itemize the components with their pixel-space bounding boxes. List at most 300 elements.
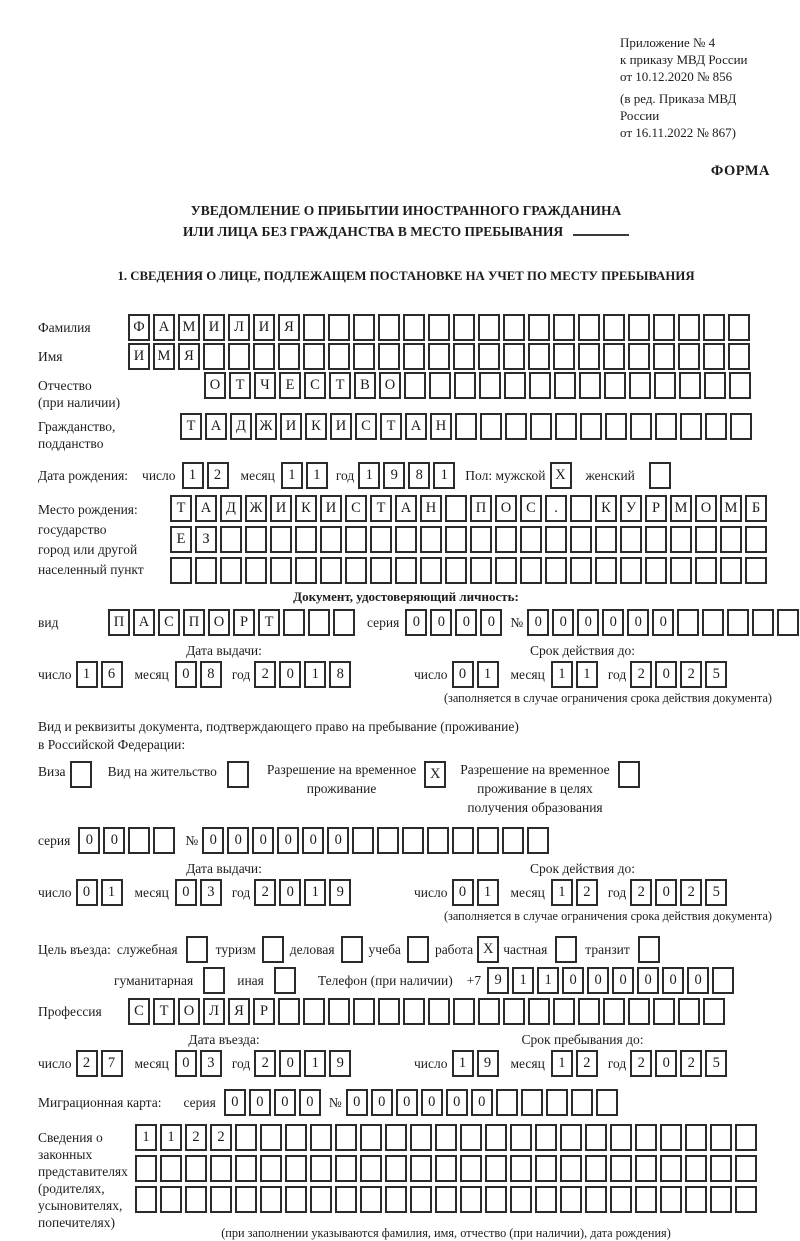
char-box[interactable]	[335, 1155, 357, 1182]
char-box[interactable]: 5	[705, 1050, 727, 1077]
char-box[interactable]: Т	[370, 495, 392, 522]
char-box[interactable]	[455, 413, 477, 440]
char-box[interactable]	[260, 1124, 282, 1151]
char-box[interactable]	[428, 314, 450, 341]
char-box[interactable]	[585, 1186, 607, 1213]
purpose-private-checkbox[interactable]	[555, 936, 577, 963]
char-box[interactable]: 2	[76, 1050, 98, 1077]
char-box[interactable]: О	[495, 495, 517, 522]
char-box[interactable]	[703, 998, 725, 1025]
char-box[interactable]	[195, 557, 217, 584]
char-box[interactable]: 0	[202, 827, 224, 854]
char-box[interactable]: X	[477, 936, 499, 963]
char-box[interactable]: 0	[249, 1089, 271, 1116]
valid-year-boxes[interactable]	[630, 879, 727, 906]
char-box[interactable]: 0	[175, 1050, 197, 1077]
char-box[interactable]	[220, 526, 242, 553]
char-box[interactable]: 0	[430, 609, 452, 636]
char-box[interactable]	[635, 1186, 657, 1213]
char-box[interactable]	[370, 526, 392, 553]
migration-series-boxes[interactable]	[224, 1089, 321, 1116]
char-box[interactable]	[720, 526, 742, 553]
char-box[interactable]: А	[133, 609, 155, 636]
char-box[interactable]	[341, 936, 363, 963]
char-box[interactable]	[395, 557, 417, 584]
birthplace-row1-boxes[interactable]	[170, 495, 767, 522]
char-box[interactable]: 1	[281, 462, 303, 489]
char-box[interactable]: 0	[405, 609, 427, 636]
id-doc-series-boxes[interactable]	[405, 609, 502, 636]
visa-checkbox[interactable]	[70, 761, 92, 788]
char-box[interactable]: О	[695, 495, 717, 522]
char-box[interactable]: Ф	[128, 314, 150, 341]
char-box[interactable]	[610, 1124, 632, 1151]
char-box[interactable]	[678, 343, 700, 370]
char-box[interactable]	[638, 936, 660, 963]
char-box[interactable]: П	[108, 609, 130, 636]
char-box[interactable]	[420, 557, 442, 584]
char-box[interactable]: Я	[278, 314, 300, 341]
char-box[interactable]: С	[304, 372, 326, 399]
char-box[interactable]	[553, 343, 575, 370]
sex-male-checkbox[interactable]	[550, 462, 572, 489]
char-box[interactable]	[610, 1155, 632, 1182]
char-box[interactable]	[135, 1155, 157, 1182]
char-box[interactable]	[495, 557, 517, 584]
char-box[interactable]	[628, 998, 650, 1025]
char-box[interactable]	[353, 343, 375, 370]
char-box[interactable]: 2	[254, 879, 276, 906]
issue-year-boxes[interactable]	[254, 661, 351, 688]
temp-residence-education-checkbox[interactable]	[618, 761, 640, 788]
char-box[interactable]: А	[205, 413, 227, 440]
char-box[interactable]: Е	[279, 372, 301, 399]
char-box[interactable]	[70, 761, 92, 788]
char-box[interactable]	[485, 1155, 507, 1182]
char-box[interactable]: Ж	[255, 413, 277, 440]
char-box[interactable]	[404, 372, 426, 399]
char-box[interactable]: 1	[76, 661, 98, 688]
char-box[interactable]: 0	[175, 661, 197, 688]
char-box[interactable]	[528, 998, 550, 1025]
valid-month-boxes[interactable]	[551, 661, 598, 688]
char-box[interactable]	[480, 413, 502, 440]
char-box[interactable]	[503, 314, 525, 341]
char-box[interactable]	[445, 557, 467, 584]
purpose-transit-checkbox[interactable]	[638, 936, 660, 963]
char-box[interactable]	[453, 314, 475, 341]
char-box[interactable]	[496, 1089, 518, 1116]
char-box[interactable]	[270, 526, 292, 553]
char-box[interactable]	[735, 1186, 757, 1213]
char-box[interactable]	[620, 557, 642, 584]
char-box[interactable]: 0	[602, 609, 624, 636]
char-box[interactable]	[528, 343, 550, 370]
char-box[interactable]: 2	[254, 1050, 276, 1077]
char-box[interactable]	[553, 314, 575, 341]
char-box[interactable]	[660, 1124, 682, 1151]
char-box[interactable]	[655, 413, 677, 440]
char-box[interactable]: М	[153, 343, 175, 370]
char-box[interactable]: О	[379, 372, 401, 399]
char-box[interactable]	[504, 372, 526, 399]
char-box[interactable]: .	[545, 495, 567, 522]
char-box[interactable]	[303, 998, 325, 1025]
char-box[interactable]	[712, 967, 734, 994]
char-box[interactable]	[285, 1186, 307, 1213]
char-box[interactable]	[435, 1186, 457, 1213]
stay-year-boxes[interactable]	[630, 1050, 727, 1077]
char-box[interactable]	[428, 998, 450, 1025]
char-box[interactable]	[555, 936, 577, 963]
char-box[interactable]	[529, 372, 551, 399]
char-box[interactable]: А	[195, 495, 217, 522]
char-box[interactable]	[710, 1124, 732, 1151]
entry-day-boxes[interactable]	[76, 1050, 123, 1077]
char-box[interactable]	[310, 1155, 332, 1182]
char-box[interactable]	[685, 1155, 707, 1182]
char-box[interactable]	[510, 1124, 532, 1151]
char-box[interactable]	[670, 526, 692, 553]
char-box[interactable]	[521, 1089, 543, 1116]
char-box[interactable]	[680, 413, 702, 440]
char-box[interactable]	[752, 609, 774, 636]
char-box[interactable]	[128, 827, 150, 854]
char-box[interactable]	[428, 343, 450, 370]
char-box[interactable]	[578, 998, 600, 1025]
char-box[interactable]	[478, 998, 500, 1025]
char-box[interactable]	[478, 343, 500, 370]
char-box[interactable]	[170, 557, 192, 584]
char-box[interactable]: 2	[207, 462, 229, 489]
char-box[interactable]: 2	[185, 1124, 207, 1151]
char-box[interactable]: Р	[645, 495, 667, 522]
char-box[interactable]	[703, 343, 725, 370]
char-box[interactable]	[610, 1186, 632, 1213]
char-box[interactable]	[735, 1155, 757, 1182]
char-box[interactable]	[535, 1186, 557, 1213]
valid-day-boxes[interactable]	[452, 879, 499, 906]
char-box[interactable]	[554, 372, 576, 399]
char-box[interactable]	[245, 557, 267, 584]
purpose-other-checkbox[interactable]	[274, 967, 296, 994]
char-box[interactable]: 1	[433, 462, 455, 489]
char-box[interactable]: Я	[228, 998, 250, 1025]
issue-month-boxes[interactable]	[175, 879, 222, 906]
issue-day-boxes[interactable]	[76, 661, 123, 688]
char-box[interactable]	[453, 343, 475, 370]
char-box[interactable]	[653, 314, 675, 341]
char-box[interactable]	[203, 343, 225, 370]
char-box[interactable]: 1	[537, 967, 559, 994]
char-box[interactable]: 2	[210, 1124, 232, 1151]
char-box[interactable]	[618, 761, 640, 788]
char-box[interactable]	[370, 557, 392, 584]
char-box[interactable]	[470, 557, 492, 584]
char-box[interactable]: 2	[630, 879, 652, 906]
char-box[interactable]	[328, 314, 350, 341]
char-box[interactable]	[578, 314, 600, 341]
char-box[interactable]	[503, 998, 525, 1025]
char-box[interactable]	[645, 557, 667, 584]
char-box[interactable]: Т	[153, 998, 175, 1025]
char-box[interactable]	[705, 413, 727, 440]
char-box[interactable]	[596, 1089, 618, 1116]
char-box[interactable]	[210, 1186, 232, 1213]
char-box[interactable]	[730, 413, 752, 440]
char-box[interactable]: С	[158, 609, 180, 636]
char-box[interactable]	[185, 1186, 207, 1213]
char-box[interactable]	[570, 526, 592, 553]
char-box[interactable]	[320, 526, 342, 553]
char-box[interactable]	[649, 462, 671, 489]
char-box[interactable]: 1	[551, 879, 573, 906]
char-box[interactable]: 8	[200, 661, 222, 688]
char-box[interactable]: Ч	[254, 372, 276, 399]
char-box[interactable]: 2	[680, 879, 702, 906]
char-box[interactable]	[435, 1155, 457, 1182]
char-box[interactable]	[527, 827, 549, 854]
char-box[interactable]: 1	[135, 1124, 157, 1151]
char-box[interactable]	[570, 495, 592, 522]
char-box[interactable]	[720, 557, 742, 584]
char-box[interactable]	[630, 413, 652, 440]
char-box[interactable]: 0	[302, 827, 324, 854]
char-box[interactable]	[410, 1155, 432, 1182]
char-box[interactable]: 0	[652, 609, 674, 636]
char-box[interactable]: Т	[329, 372, 351, 399]
char-box[interactable]	[553, 998, 575, 1025]
char-box[interactable]	[546, 1089, 568, 1116]
char-box[interactable]	[685, 1124, 707, 1151]
char-box[interactable]: 1	[358, 462, 380, 489]
char-box[interactable]	[385, 1186, 407, 1213]
char-box[interactable]: 3	[200, 879, 222, 906]
char-box[interactable]	[460, 1124, 482, 1151]
representatives-row3-boxes[interactable]	[135, 1186, 757, 1213]
char-box[interactable]	[278, 998, 300, 1025]
char-box[interactable]	[407, 936, 429, 963]
char-box[interactable]	[410, 1124, 432, 1151]
char-box[interactable]	[385, 1124, 407, 1151]
representatives-row1-boxes[interactable]	[135, 1124, 757, 1151]
purpose-business-checkbox[interactable]	[341, 936, 363, 963]
char-box[interactable]	[328, 998, 350, 1025]
char-box[interactable]: 7	[101, 1050, 123, 1077]
patronymic-boxes[interactable]	[204, 372, 751, 399]
char-box[interactable]	[560, 1124, 582, 1151]
char-box[interactable]	[460, 1155, 482, 1182]
char-box[interactable]	[395, 526, 417, 553]
purpose-study-checkbox[interactable]	[407, 936, 429, 963]
char-box[interactable]	[645, 526, 667, 553]
char-box[interactable]	[545, 526, 567, 553]
char-box[interactable]: 0	[277, 827, 299, 854]
char-box[interactable]: 0	[299, 1089, 321, 1116]
char-box[interactable]	[580, 413, 602, 440]
char-box[interactable]	[635, 1155, 657, 1182]
char-box[interactable]	[403, 343, 425, 370]
char-box[interactable]	[728, 343, 750, 370]
char-box[interactable]	[360, 1124, 382, 1151]
char-box[interactable]	[485, 1124, 507, 1151]
char-box[interactable]	[502, 827, 524, 854]
char-box[interactable]: А	[153, 314, 175, 341]
stay-doc-series-boxes[interactable]	[78, 827, 175, 854]
char-box[interactable]	[560, 1155, 582, 1182]
birth-day-boxes[interactable]	[182, 462, 229, 489]
purpose-work-checkbox[interactable]	[477, 936, 499, 963]
char-box[interactable]	[510, 1186, 532, 1213]
char-box[interactable]	[335, 1124, 357, 1151]
temp-residence-checkbox[interactable]	[424, 761, 446, 788]
profession-boxes[interactable]	[128, 998, 725, 1025]
char-box[interactable]	[285, 1155, 307, 1182]
char-box[interactable]: 1	[551, 661, 573, 688]
char-box[interactable]	[677, 609, 699, 636]
char-box[interactable]	[560, 1186, 582, 1213]
char-box[interactable]: И	[128, 343, 150, 370]
char-box[interactable]	[427, 827, 449, 854]
char-box[interactable]	[333, 609, 355, 636]
char-box[interactable]	[735, 1124, 757, 1151]
char-box[interactable]: 1	[551, 1050, 573, 1077]
char-box[interactable]	[604, 372, 626, 399]
char-box[interactable]: 0	[252, 827, 274, 854]
char-box[interactable]	[429, 372, 451, 399]
char-box[interactable]: И	[253, 314, 275, 341]
char-box[interactable]: С	[128, 998, 150, 1025]
char-box[interactable]: 5	[705, 661, 727, 688]
char-box[interactable]: 9	[329, 879, 351, 906]
char-box[interactable]: Т	[380, 413, 402, 440]
char-box[interactable]	[235, 1155, 257, 1182]
char-box[interactable]: В	[354, 372, 376, 399]
birthplace-row3-boxes[interactable]	[170, 557, 767, 584]
char-box[interactable]	[185, 1155, 207, 1182]
char-box[interactable]: 0	[346, 1089, 368, 1116]
char-box[interactable]: С	[520, 495, 542, 522]
char-box[interactable]	[295, 526, 317, 553]
char-box[interactable]	[628, 314, 650, 341]
char-box[interactable]	[253, 343, 275, 370]
char-box[interactable]: 0	[76, 879, 98, 906]
char-box[interactable]	[153, 827, 175, 854]
char-box[interactable]: X	[550, 462, 572, 489]
char-box[interactable]: 0	[279, 661, 301, 688]
issue-day-boxes[interactable]	[76, 879, 123, 906]
char-box[interactable]	[378, 314, 400, 341]
char-box[interactable]	[353, 998, 375, 1025]
char-box[interactable]	[503, 343, 525, 370]
char-box[interactable]: 0	[662, 967, 684, 994]
char-box[interactable]	[260, 1155, 282, 1182]
char-box[interactable]: 0	[279, 1050, 301, 1077]
char-box[interactable]: 3	[200, 1050, 222, 1077]
char-box[interactable]: З	[195, 526, 217, 553]
char-box[interactable]	[727, 609, 749, 636]
char-box[interactable]	[160, 1155, 182, 1182]
char-box[interactable]: 1	[512, 967, 534, 994]
char-box[interactable]: 0	[655, 661, 677, 688]
char-box[interactable]	[704, 372, 726, 399]
char-box[interactable]: Я	[178, 343, 200, 370]
entry-month-boxes[interactable]	[175, 1050, 222, 1077]
char-box[interactable]	[235, 1124, 257, 1151]
char-box[interactable]	[460, 1186, 482, 1213]
surname-boxes[interactable]	[128, 314, 750, 341]
valid-day-boxes[interactable]	[452, 661, 499, 688]
char-box[interactable]	[335, 1186, 357, 1213]
char-box[interactable]: 0	[527, 609, 549, 636]
char-box[interactable]: Ж	[245, 495, 267, 522]
char-box[interactable]	[235, 1186, 257, 1213]
char-box[interactable]	[653, 343, 675, 370]
char-box[interactable]: И	[330, 413, 352, 440]
char-box[interactable]	[360, 1155, 382, 1182]
char-box[interactable]	[420, 526, 442, 553]
char-box[interactable]: И	[270, 495, 292, 522]
char-box[interactable]	[345, 526, 367, 553]
char-box[interactable]	[160, 1186, 182, 1213]
char-box[interactable]	[227, 761, 249, 788]
char-box[interactable]	[485, 1186, 507, 1213]
char-box[interactable]: И	[320, 495, 342, 522]
char-box[interactable]: 0	[655, 879, 677, 906]
char-box[interactable]	[660, 1155, 682, 1182]
char-box[interactable]: 0	[421, 1089, 443, 1116]
char-box[interactable]	[585, 1124, 607, 1151]
char-box[interactable]	[303, 343, 325, 370]
birthplace-row2-boxes[interactable]	[170, 526, 767, 553]
char-box[interactable]: Д	[230, 413, 252, 440]
char-box[interactable]	[402, 827, 424, 854]
char-box[interactable]	[377, 827, 399, 854]
char-box[interactable]	[535, 1124, 557, 1151]
char-box[interactable]	[495, 526, 517, 553]
char-box[interactable]: 1	[477, 879, 499, 906]
char-box[interactable]: 0	[175, 879, 197, 906]
char-box[interactable]	[435, 1124, 457, 1151]
char-box[interactable]	[203, 967, 225, 994]
purpose-humanitarian-checkbox[interactable]	[203, 967, 225, 994]
char-box[interactable]: X	[424, 761, 446, 788]
char-box[interactable]	[695, 526, 717, 553]
birth-year-boxes[interactable]	[358, 462, 455, 489]
char-box[interactable]: И	[203, 314, 225, 341]
char-box[interactable]: 0	[552, 609, 574, 636]
char-box[interactable]	[345, 557, 367, 584]
id-doc-kind-boxes[interactable]	[108, 609, 355, 636]
char-box[interactable]	[528, 314, 550, 341]
residence-permit-checkbox[interactable]	[227, 761, 249, 788]
char-box[interactable]	[245, 526, 267, 553]
char-box[interactable]: К	[595, 495, 617, 522]
char-box[interactable]	[410, 1186, 432, 1213]
char-box[interactable]: 9	[329, 1050, 351, 1077]
char-box[interactable]: Л	[228, 314, 250, 341]
char-box[interactable]	[186, 936, 208, 963]
char-box[interactable]	[570, 557, 592, 584]
char-box[interactable]	[635, 1124, 657, 1151]
char-box[interactable]	[530, 413, 552, 440]
char-box[interactable]: 1	[304, 1050, 326, 1077]
char-box[interactable]	[579, 372, 601, 399]
char-box[interactable]: 0	[446, 1089, 468, 1116]
char-box[interactable]	[555, 413, 577, 440]
char-box[interactable]: 8	[408, 462, 430, 489]
valid-year-boxes[interactable]	[630, 661, 727, 688]
